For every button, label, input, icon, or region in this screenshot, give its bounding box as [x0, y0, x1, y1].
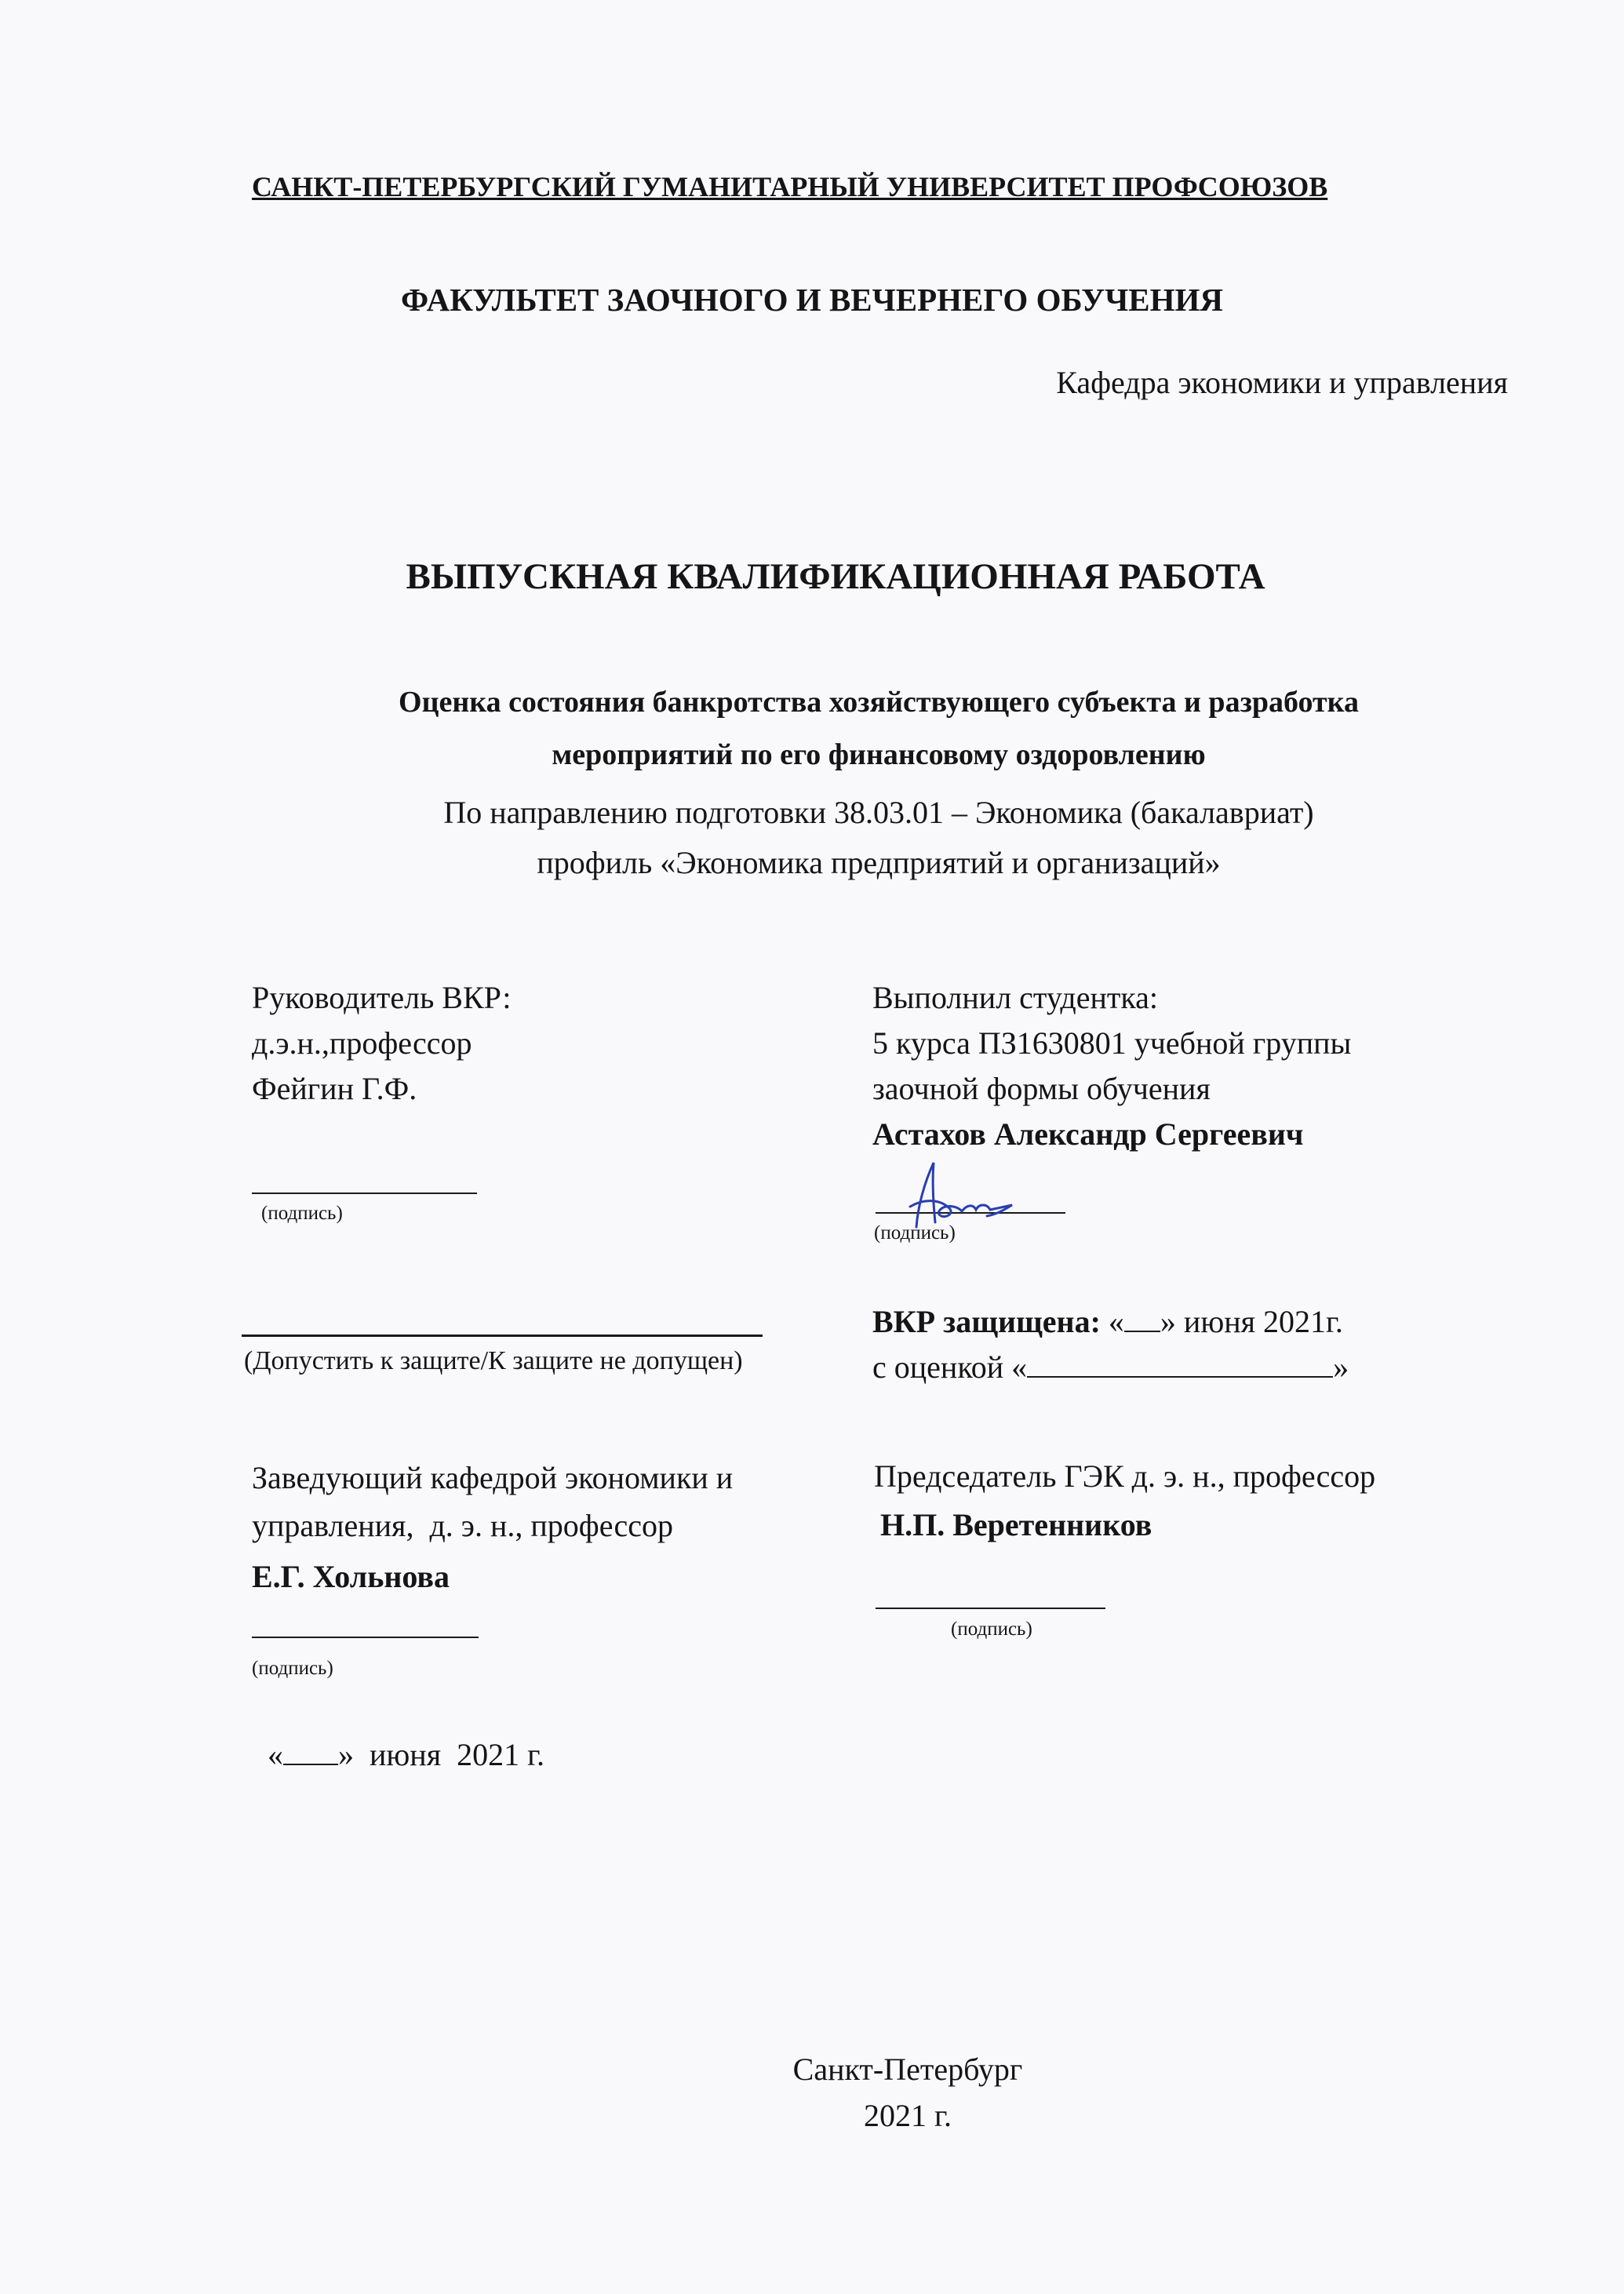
faculty-name: ФАКУЛЬТЕТ ЗАОЧНОГО И ВЕЧЕРНЕГО ОБУЧЕНИЯ [400, 282, 1224, 318]
head-title-line-1: Заведующий кафедрой экономики и [252, 1460, 734, 1495]
topic-line-2: мероприятий по его финансовому оздоровлению [552, 738, 1206, 771]
admission-caption: (Допустить к защите/К защите не допущен) [244, 1346, 743, 1375]
head-date [252, 1701, 544, 1771]
chairman-title: Председатель ГЭК д. э. н., профессор [874, 1458, 1376, 1494]
head-name: Е.Г. Хольнова [252, 1559, 450, 1594]
defense-label: ВКР защищена: [872, 1304, 1101, 1339]
year: 2021 г. [864, 2098, 952, 2133]
department-name: Кафедра экономики и управления [1056, 365, 1508, 400]
admission-decision-line [242, 1335, 763, 1337]
defense-grade [872, 1345, 1349, 1383]
head-day-blank[interactable] [283, 1732, 338, 1765]
head-signature-line [252, 1637, 479, 1638]
student-signature-caption: (подпись) [874, 1222, 956, 1243]
student-form: заочной формы обучения [872, 1071, 1211, 1106]
student-group: 5 курса ПЗ1630801 учебной группы [872, 1025, 1352, 1061]
university-name: САНКТ-ПЕТЕРБУРГСКИЙ ГУМАНИТАРНЫЙ УНИВЕРСИТЕТ ПРОФСОЮЗОВ [252, 171, 1328, 202]
grade-label: с оценкой « [872, 1349, 1028, 1385]
grade-close-quote: » [1333, 1349, 1349, 1385]
supervisor-degree: д.э.н.,профессор [252, 1025, 472, 1061]
work-type-title: ВЫПУСКНАЯ КВАЛИФИКАЦИОННАЯ РАБОТА [406, 556, 1265, 597]
direction-line-2: профиль «Экономика предприятий и организаций» [537, 845, 1221, 880]
supervisor-signature-line [252, 1193, 477, 1194]
head-signature-caption: (подпись) [252, 1658, 333, 1679]
defense-day-blank[interactable] [1124, 1299, 1160, 1332]
student-label: Выполнил студентка: [872, 980, 1159, 1015]
defense-date [872, 1299, 1343, 1338]
chairman-signature-line [876, 1608, 1105, 1609]
chairman-name: Н.П. Веретенников [880, 1507, 1152, 1542]
topic-line-1: Оценка состояния банкротства хозяйствующего субъекта и разработка [399, 686, 1359, 719]
grade-blank[interactable] [1027, 1345, 1333, 1378]
head-date-rest: » июня 2021 г. [338, 1737, 544, 1772]
student-name: Астахов Александр Сергеевич [872, 1116, 1304, 1152]
supervisor-label: Руководитель ВКР: [252, 980, 512, 1015]
supervisor-name: Фейгин Г.Ф. [252, 1071, 417, 1106]
student-signature [894, 1160, 1067, 1230]
city: Санкт-Петербург [792, 2052, 1023, 2087]
head-title-line-2: управления, д. э. н., профессор [252, 1508, 673, 1543]
defense-open-quote: « [1108, 1304, 1124, 1339]
defense-month-year: » июня 2021г. [1160, 1304, 1343, 1339]
supervisor-signature-caption: (подпись) [261, 1203, 343, 1224]
direction-line-1: По направлению подготовки 38.03.01 – Экономика (бакалавриат) [443, 795, 1314, 830]
chairman-signature-caption: (подпись) [951, 1619, 1032, 1640]
head-date-open: « [268, 1737, 283, 1772]
